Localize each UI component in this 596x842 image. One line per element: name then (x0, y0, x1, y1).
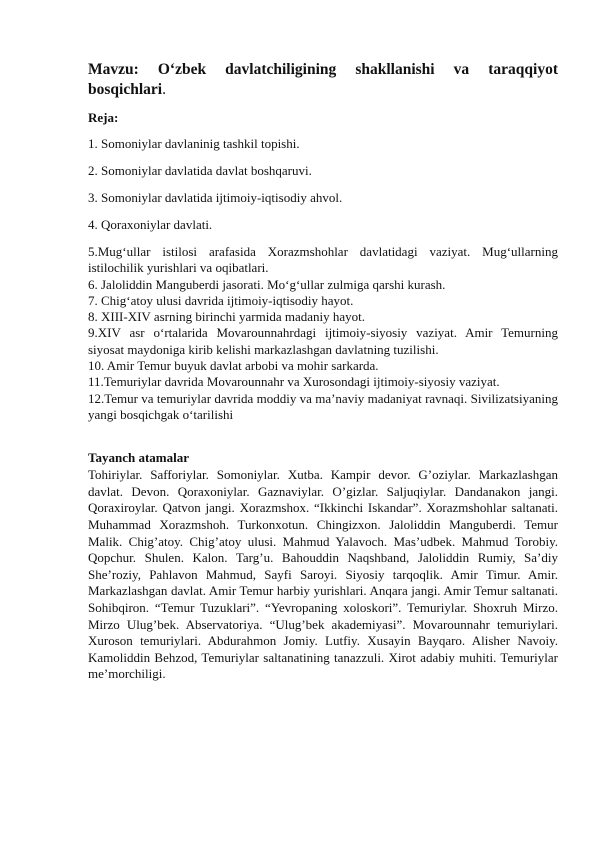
plan-item: 10. Amir Temur buyuk davlat arbobi va mohir sarkarda. (88, 358, 379, 374)
plan-item: 3. Somoniylar davlatida ijtimoiy-iqtisodiy ahvol. (88, 190, 343, 205)
document-page (88, 60, 558, 683)
title-text: Mavzu: O‘zbek davlatchiligining shakllanishi va taraqqiyot bosqichlari (88, 61, 558, 98)
keywords-heading: Tayanch atamalar (88, 450, 189, 466)
page-title (88, 60, 558, 100)
plan-item: 1. Somoniylar davlaninig tashkil topishi. (88, 136, 300, 151)
title-end: . (162, 81, 166, 98)
plan-item: 9.XIV asr o‘rtalarida Movarounnahrdagi ijtimoiy-siyosiy vaziyat. Amir Temurning siyosat maydoniga kirib kelishi markazlashgan davlatning tuzilishi. (88, 325, 558, 357)
plan-item: 6. Jaloliddin Manguberdi jasorati. Mo‘g‘ullar zulmiga qarshi kurash. (88, 276, 446, 292)
keywords-text: Tohiriylar. Safforiylar. Somoniylar. Xutba. Kampir devor. G’oziylar. Markazlashgan davlat. Devon. Qoraxoniylar. Gaznaviylar. O’gizlar. Saljuqiylar. Dandanakon jangi. Qoraxiroylar. Qatvon jangi. Xorazmshox. “Ikkinchi Iskandar”. Xorazmshohlar saltanati. Muhammad Xorazmshoh. Turkonxotun. Chingizxon. Jaloliddin Manguberdi. Temur Malik. Chig’atoy. Chig’atoy ulusi. Mahmud Yalavoch. Mas’udbek. Mahmud Torobiy. Qopchur. Shulen. Kalon. Targ’u. Bahouddin Naqshband, Jaloliddin Rumiy, Sa’diy She’roziy, Pahlavon Mahmud, Sayfi Saroyi. Siyosiy tarqoqlik. Amir Timur. Amir. Markazlashgan davlat. Amir Temur harbiy yurishlari. Anqara jangi. Amir Temur saltanati. Sohibqiron. “Temur Tuzuklari”. “Yevropaning xoloskori”. Temuriylar. Shoxruh Mirzo. Mirzo Ulug’bek. Abservatoriya. “Ulug’bek akademiyasi”. Movarounnahr temuriylari. Xuroson temuriylari. Abdurahmon Jomiy. Lutfiy. Xusayin Bayqaro. Alisher Navoiy. Kamoliddin Behzod, Temuriylar saltanatining tanazzuli. Xirot adabiy muhiti. Temuriylar me’morchiligi. (88, 467, 558, 682)
plan-heading: Reja: (88, 110, 119, 125)
plan-item: 2. Somoniylar davlatida davlat boshqaruvi. (88, 163, 312, 178)
plan-item: 7. Chig‘atoy ulusi davrida ijtimoiy-iqtisodiy hayot. (88, 292, 354, 308)
plan-item: 11.Temuriylar davrida Movarounnahr va Xurosondagi ijtimoiy-siyosiy vaziyat. (88, 374, 500, 390)
plan-item: 4. Qoraxoniylar davlati. (88, 217, 213, 232)
plan-item: 5.Mug‘ullar istilosi arafasida Xorazmshohlar davlatidagi vaziyat. Mug‘ullarning istilochilik yurishlari va oqibatlari. (88, 244, 558, 276)
plan-item: 12.Temur va temuriylar davrida moddiy va ma’naviy madaniyat ravnaqi. Sivilizatsiyaning yangi bosqichgak o‘tarilishi (88, 390, 558, 422)
plan-item: 8. XIII-XIV asrning birinchi yarmida madaniy hayot. (88, 309, 366, 325)
